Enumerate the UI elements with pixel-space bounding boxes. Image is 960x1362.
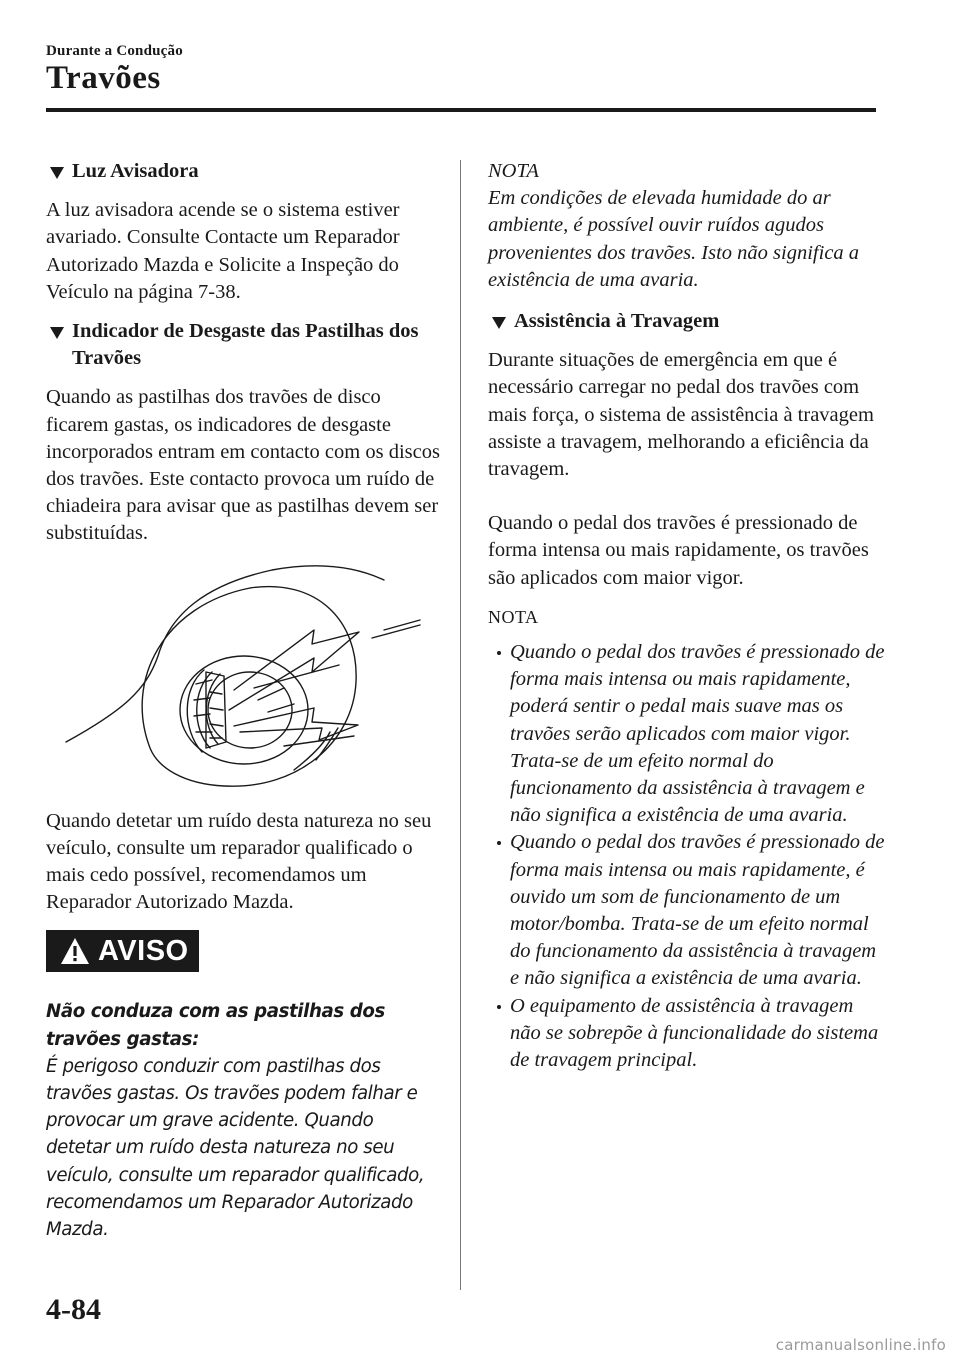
brake-pad-wear-illustration	[54, 560, 426, 800]
note-text: Em condições de elevada humidade do ar ambiente, é possível ouvir ruídos agudos provenientes dos travões. Isto não significa a existência de uma avaria.	[488, 187, 860, 291]
list-item	[488, 829, 888, 992]
note-label: NOTA	[488, 606, 539, 627]
triangle-down-icon	[492, 317, 506, 329]
warning-text	[46, 998, 441, 1243]
paragraph: Quando as pastilhas dos travões de disco ficarem gastas, os indicadores de desgaste incorporados entram em contacto com os discos dos travões. Este contacto provoca um ruído de chiadeira para avisar que as pastilhas devem ser substituídas.	[46, 386, 440, 545]
paragraph: A luz avisadora acende se o sistema estiver avariado. Consulte Contacte um Reparador Autorizado Mazda e Solicite a Inspeção do Veículo na página 7-38.	[46, 199, 400, 303]
bullet-icon	[497, 841, 501, 845]
heading-brake-assist	[488, 308, 888, 335]
list-item-text: Quando o pedal dos travões é pressionado de forma mais intensa ou mais rapidamente, poderá sentir o pedal mais suave mas os travões serão aplicados com maior vigor. Trata-se de um efeito normal do funcionamento da assistência à travagem e não significa a existência de uma avaria.	[510, 641, 885, 827]
list-item-text: Quando o pedal dos travões é pressionado de forma mais intensa ou mais rapidamente, é ouvido um som de funcionamento de um motor/bomba. Trata-se de um efeito normal do funcionamento da assistência à travagem e não significa a existência de uma avaria.	[510, 831, 885, 990]
triangle-down-icon	[50, 167, 64, 179]
page-title: Travões	[46, 60, 161, 96]
note-label: NOTA	[488, 160, 539, 182]
heading-wear-indicator	[46, 318, 441, 372]
warning-label: AVISO	[98, 934, 189, 967]
watermark: carmanualsonline.info	[775, 1336, 946, 1354]
heading-text: Assistência à Travagem	[514, 310, 720, 333]
left-column	[46, 158, 441, 1243]
column-divider	[460, 160, 461, 1290]
paragraph: Quando o pedal dos travões é pressionado de forma intensa ou mais rapidamente, os travões são aplicados com maior vigor.	[488, 512, 869, 589]
warning-triangle-icon	[60, 937, 90, 965]
heading-text: Luz Avisadora	[72, 160, 199, 182]
triangle-down-icon	[50, 327, 64, 339]
list-item	[488, 993, 888, 1075]
page-number: 4-84	[46, 1293, 101, 1326]
paragraph: Durante situações de emergência em que é necessário carregar no pedal dos travões com mais força, o sistema de assistência à travagem assiste a travagem, melhorando a eficiência da travagem.	[488, 349, 874, 481]
right-column	[488, 158, 888, 1074]
bullet-icon	[497, 651, 501, 655]
note-bullet-list	[488, 639, 888, 1074]
bullet-icon	[497, 1005, 501, 1009]
header-rule	[46, 108, 876, 112]
heading-warning-light	[46, 158, 441, 185]
list-item	[488, 639, 888, 829]
warning-title: Não conduza com as pastilhas dos travões gastas:	[46, 1001, 385, 1050]
heading-text: Indicador de Desgaste das Pastilhas dos Travões	[72, 320, 419, 370]
warning-body: É perigoso conduzir com pastilhas dos travões gastas. Os travões podem falhar e provocar um grave acidente. Quando detetar um ruído desta natureza no seu veículo, consulte um reparador qualificado, recomendamos um Reparador Autorizado Mazda.	[46, 1055, 425, 1241]
list-item-text: O equipamento de assistência à travagem não se sobrepõe à funcionalidade do sistema de travagem principal.	[510, 994, 879, 1072]
paragraph: Quando detetar um ruído desta natureza no seu veículo, consulte um reparador qualificado o mais cedo possível, recomendamos um Reparador Autorizado Mazda.	[46, 809, 432, 914]
warning-badge	[46, 930, 199, 972]
section-label: Durante a Condução	[46, 43, 183, 59]
